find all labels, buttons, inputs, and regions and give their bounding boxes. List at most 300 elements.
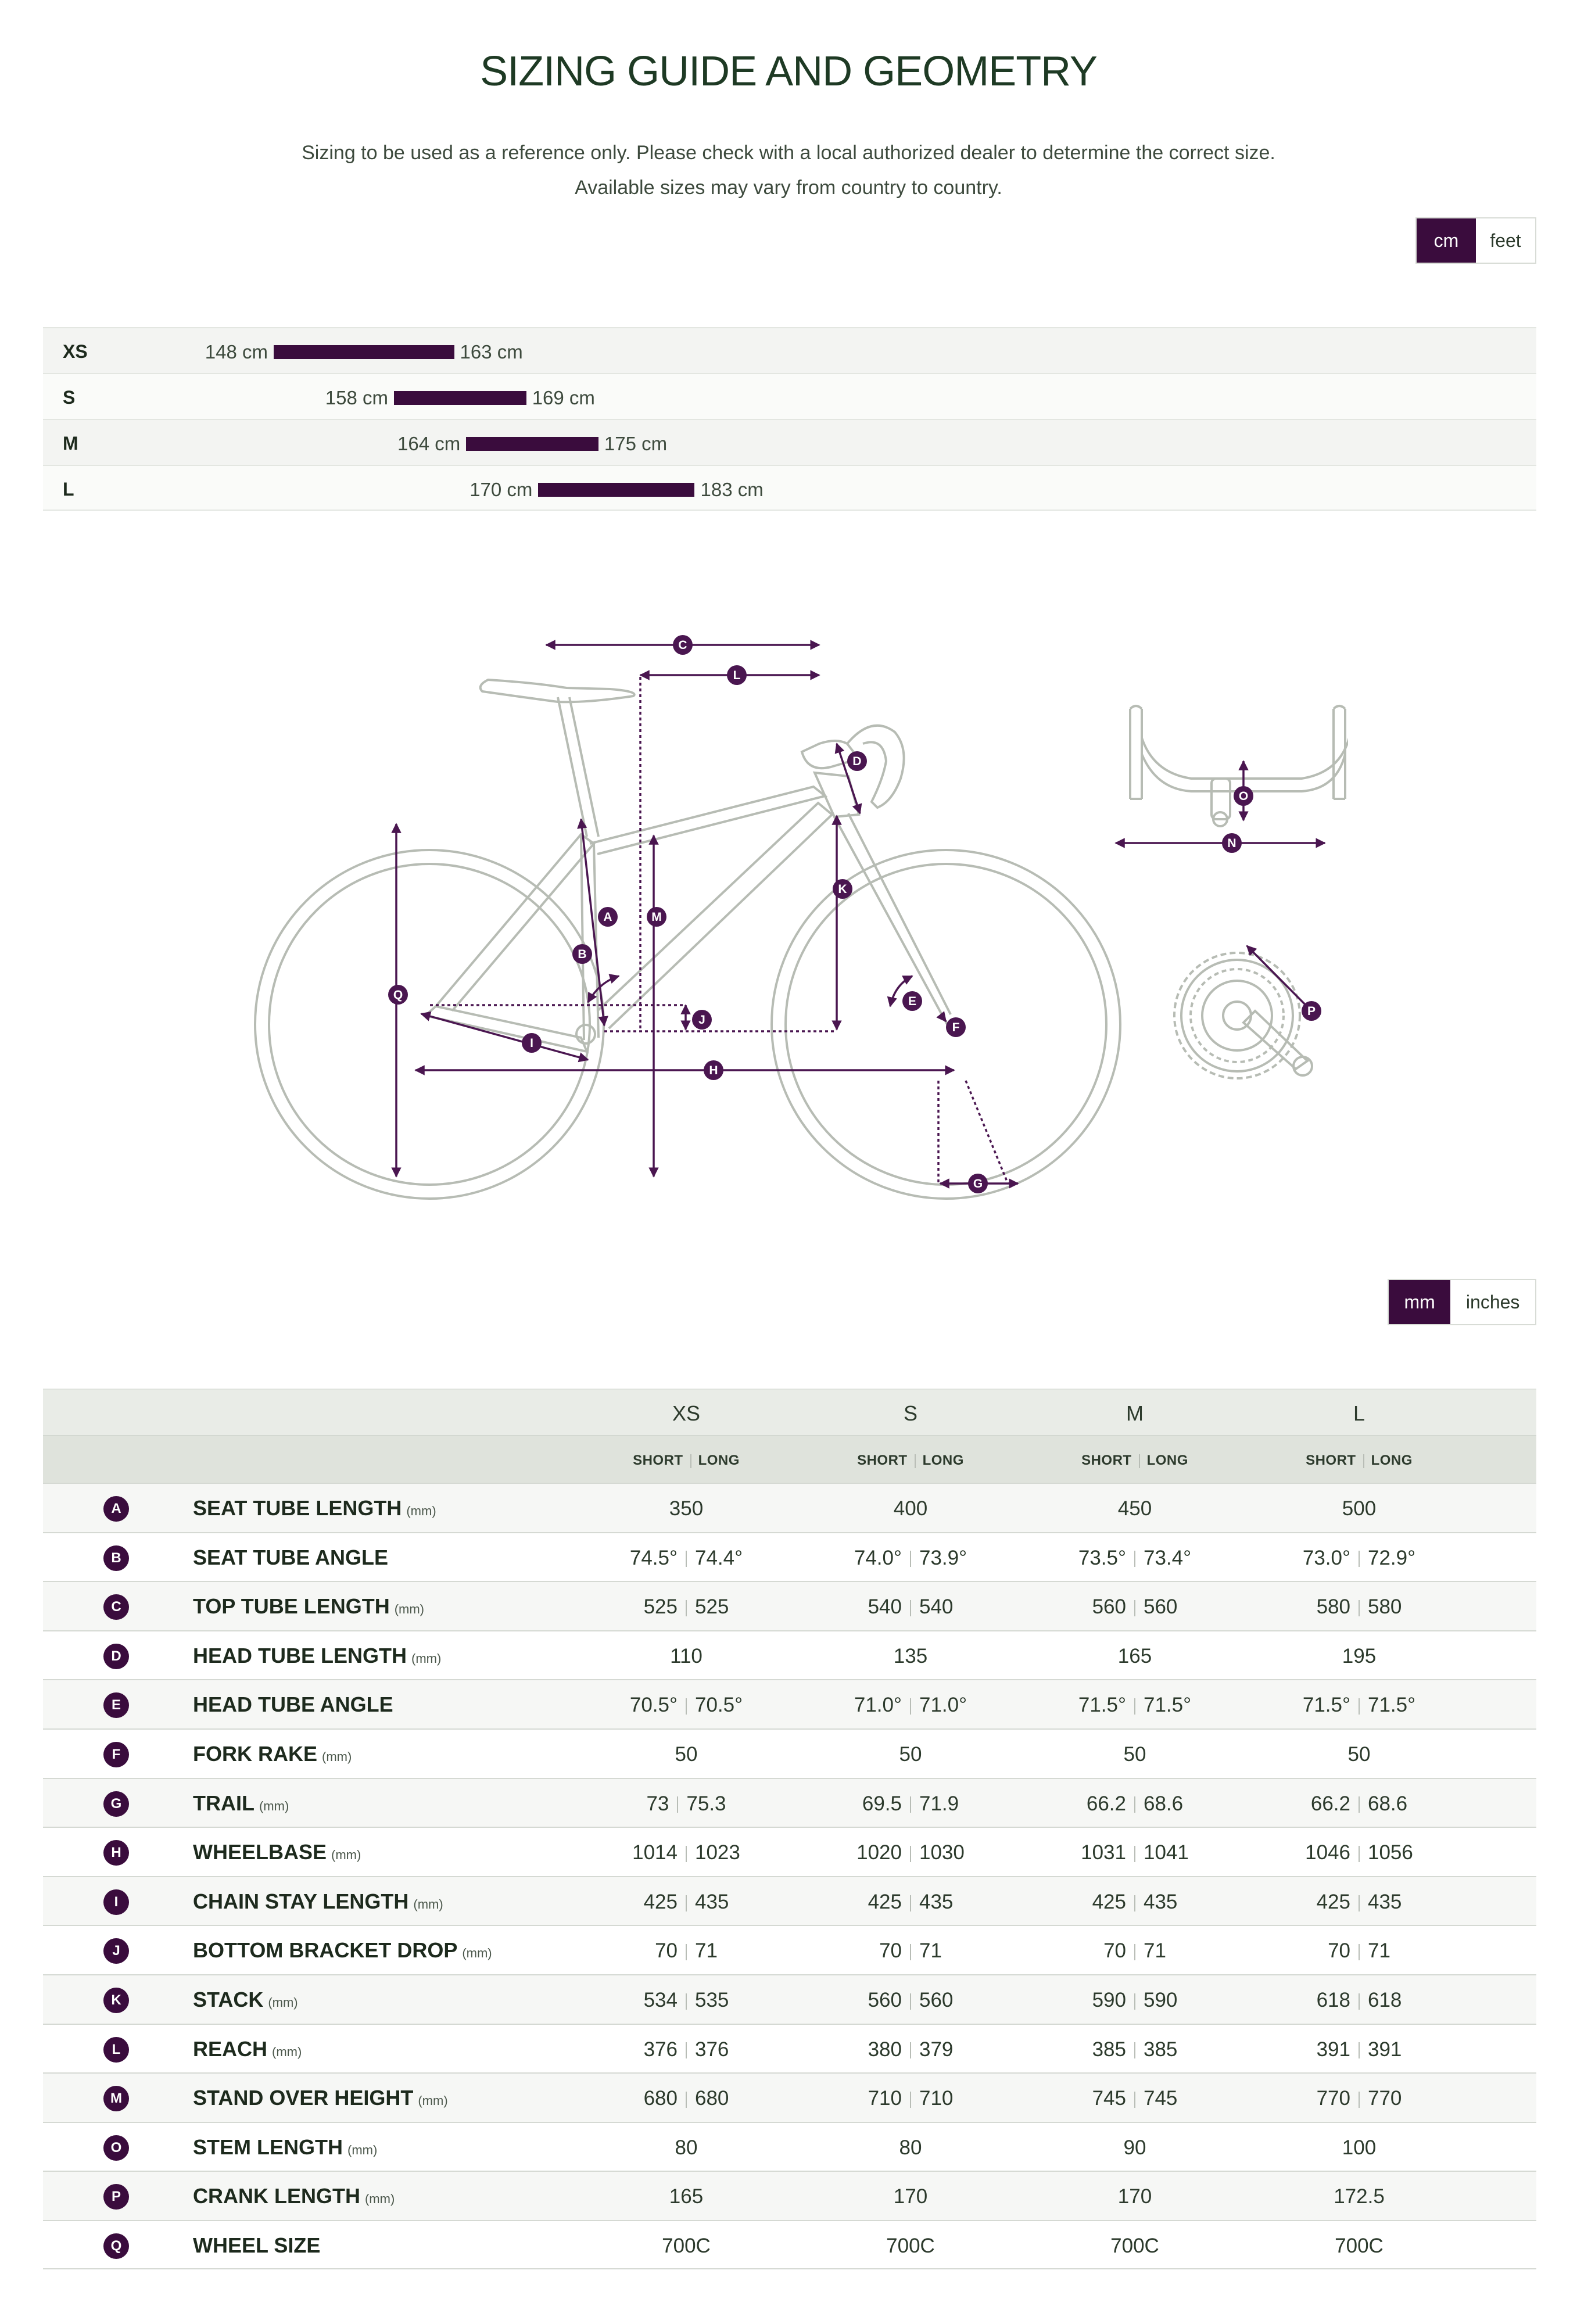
geometry-value-cell bbox=[798, 2038, 1023, 2061]
value-long: 435 bbox=[695, 1890, 729, 1913]
measurement-letter-badge: P bbox=[103, 2184, 129, 2210]
value-short: 71.5° bbox=[1302, 1694, 1350, 1717]
long-label: LONG bbox=[1371, 1452, 1413, 1468]
separator bbox=[910, 1895, 911, 1911]
height-unit-toggle bbox=[1415, 217, 1536, 264]
geometry-value-cell bbox=[798, 2185, 1023, 2208]
diagram-marker-m bbox=[647, 907, 666, 927]
measurement-name bbox=[193, 2086, 448, 2110]
geometry-value-cell bbox=[1247, 1841, 1471, 1864]
separator bbox=[686, 2092, 687, 2108]
value-short: 618 bbox=[1316, 1988, 1350, 2011]
value-short: 74.5° bbox=[629, 1546, 678, 1569]
separator bbox=[910, 1846, 911, 1862]
geometry-row-bottom-bracket-drop bbox=[43, 1925, 1536, 1974]
measurement-unit: (mm) bbox=[331, 1848, 361, 1863]
value-long: 385 bbox=[1144, 2038, 1178, 2061]
value-long: 1023 bbox=[695, 1841, 740, 1864]
value-long: 74.4° bbox=[695, 1546, 743, 1569]
size-row bbox=[43, 419, 1536, 465]
geometry-value-cell bbox=[1247, 1939, 1471, 1963]
geometry-value-cell bbox=[798, 1939, 1023, 1963]
page-subtitle-line1: Sizing to be used as a reference only. Please check with a local authorized dealer to determine the correct size. bbox=[302, 142, 1275, 164]
geometry-value-cell bbox=[1247, 2038, 1471, 2061]
size-label: L bbox=[63, 479, 74, 500]
diagram-marker-label: B bbox=[578, 948, 587, 961]
long-label: LONG bbox=[1146, 1452, 1188, 1468]
separator bbox=[1134, 1551, 1135, 1567]
value-long: 770 bbox=[1368, 2087, 1402, 2110]
diagram-marker-i bbox=[522, 1033, 542, 1053]
size-max-height: 175 cm bbox=[604, 433, 668, 454]
size-label: M bbox=[63, 433, 78, 454]
value-short: 70 bbox=[1103, 1939, 1126, 1963]
value-short: 165 bbox=[669, 2185, 704, 2208]
measurement-name bbox=[193, 1742, 352, 1766]
measurement-letter-badge: L bbox=[103, 2037, 129, 2063]
separator bbox=[1134, 2092, 1135, 2108]
value-short: 580 bbox=[1316, 1595, 1350, 1619]
separator bbox=[910, 1600, 911, 1616]
value-long: 379 bbox=[919, 2038, 954, 2061]
measurement-unit: (mm) bbox=[364, 2192, 395, 2207]
geometry-value-cell bbox=[574, 1497, 798, 1520]
geometry-value-cell bbox=[574, 2038, 798, 2061]
measurement-name bbox=[193, 1496, 436, 1520]
geometry-value-cell bbox=[1247, 1595, 1471, 1619]
value-long: 435 bbox=[919, 1890, 954, 1913]
geometry-table-size-header bbox=[43, 1389, 1536, 1435]
value-long: 435 bbox=[1144, 1890, 1178, 1913]
diagram-marker-j bbox=[692, 1010, 712, 1030]
size-column-header: S bbox=[903, 1401, 917, 1425]
separator bbox=[1359, 1846, 1360, 1862]
value-short: 770 bbox=[1316, 2087, 1350, 2110]
measurement-unit: (mm) bbox=[268, 1995, 298, 2010]
diagram-marker-label: P bbox=[1307, 1005, 1316, 1018]
value-short: 66.2 bbox=[1310, 1792, 1350, 1815]
geometry-row-head-tube-angle bbox=[43, 1679, 1536, 1728]
value-short: 73 bbox=[646, 1792, 669, 1815]
value-short: 90 bbox=[1123, 2136, 1146, 2159]
geometry-value-cell bbox=[1023, 1595, 1247, 1619]
separator bbox=[1359, 1796, 1360, 1813]
separator bbox=[1134, 1698, 1135, 1715]
geometry-value-cell bbox=[1247, 1989, 1471, 2012]
value-short: 71.5° bbox=[1078, 1694, 1126, 1717]
diagram-marker-label: Q bbox=[393, 988, 403, 1002]
geometry-value-cell bbox=[574, 2087, 798, 2110]
geometry-value-cell bbox=[1023, 1743, 1247, 1766]
value-short: 66.2 bbox=[1086, 1792, 1126, 1815]
separator bbox=[1134, 1895, 1135, 1911]
measurement-name bbox=[193, 2135, 377, 2160]
geometry-value-cell bbox=[1247, 1645, 1471, 1668]
value-short: 590 bbox=[1092, 1988, 1126, 2011]
measurement-name bbox=[193, 1545, 388, 1570]
geometry-value-cell bbox=[798, 1989, 1023, 2012]
geometry-value-cell bbox=[798, 1743, 1023, 1766]
short-label: SHORT bbox=[1081, 1452, 1132, 1468]
size-max-height: 183 cm bbox=[700, 479, 764, 500]
geometry-value-cell bbox=[1247, 2235, 1471, 2258]
page-subtitle-line2: Available sizes may vary from country to country. bbox=[575, 177, 1002, 199]
geometry-row-wheel-size bbox=[43, 2220, 1536, 2269]
value-short: 73.0° bbox=[1302, 1546, 1350, 1569]
geometry-value-cell bbox=[1247, 1743, 1471, 1766]
value-short: 425 bbox=[1092, 1890, 1126, 1913]
geometry-row-seat-tube-length bbox=[43, 1483, 1536, 1532]
separator bbox=[1134, 1846, 1135, 1862]
measurement-unit: (mm) bbox=[259, 1798, 289, 1813]
diagram-marker-a bbox=[598, 907, 618, 927]
geometry-table bbox=[43, 1389, 1536, 2269]
short-label: SHORT bbox=[857, 1452, 908, 1468]
measurement-unit: (mm) bbox=[462, 1946, 492, 1961]
measurement-name bbox=[193, 1594, 424, 1619]
separator bbox=[1134, 1993, 1135, 2010]
geometry-value-cell bbox=[1023, 2038, 1247, 2061]
value-long: 560 bbox=[919, 1988, 954, 2011]
measurement-name-text: STEM LENGTH bbox=[193, 2135, 343, 2159]
value-short: 50 bbox=[1123, 1742, 1146, 1766]
geometry-table-short-long-header bbox=[43, 1435, 1536, 1483]
diagram-marker-label: D bbox=[852, 755, 862, 768]
geometry-row-stem-length bbox=[43, 2122, 1536, 2171]
measurement-name-text: HEAD TUBE ANGLE bbox=[193, 1692, 393, 1717]
geometry-value-cell bbox=[1023, 1792, 1247, 1816]
diagram-marker-label: N bbox=[1227, 837, 1236, 850]
separator bbox=[1134, 1944, 1135, 1960]
size-column-header: XS bbox=[672, 1401, 701, 1425]
measurement-letter-badge: K bbox=[103, 1988, 129, 2013]
geometry-value-cell bbox=[1023, 2136, 1247, 2160]
measurement-letter-badge: B bbox=[103, 1545, 129, 1571]
value-short: 70 bbox=[1328, 1939, 1350, 1963]
value-long: 71 bbox=[1368, 1939, 1390, 1963]
measurement-name bbox=[193, 2037, 302, 2061]
mm-toggle-button[interactable]: mm bbox=[1389, 1280, 1450, 1324]
value-long: 1056 bbox=[1368, 1841, 1413, 1864]
diagram-marker-label: A bbox=[603, 910, 612, 924]
diagram-marker-label: H bbox=[709, 1064, 718, 1077]
geometry-row-head-tube-length bbox=[43, 1630, 1536, 1680]
geometry-value-cell bbox=[798, 1841, 1023, 1864]
geometry-value-cell bbox=[798, 2136, 1023, 2160]
measurement-letter-badge: C bbox=[103, 1594, 129, 1620]
value-short: 710 bbox=[868, 2087, 902, 2110]
value-short: 700C bbox=[662, 2234, 711, 2257]
measurement-name bbox=[193, 1889, 443, 1914]
measurement-name-text: TRAIL bbox=[193, 1791, 255, 1815]
separator bbox=[910, 1944, 911, 1960]
geometry-value-cell bbox=[798, 1595, 1023, 1619]
value-long: 68.6 bbox=[1368, 1792, 1408, 1815]
geometry-value-cell bbox=[574, 1595, 798, 1619]
bike-outline bbox=[255, 680, 1120, 1199]
geometry-value-cell bbox=[1023, 1497, 1247, 1520]
feet-toggle-button[interactable]: feet bbox=[1476, 218, 1535, 263]
geometry-value-cell bbox=[1023, 2185, 1247, 2208]
measurement-letter-badge: E bbox=[103, 1692, 129, 1718]
measurement-name-text: CRANK LENGTH bbox=[193, 2184, 360, 2208]
measurement-unit: (mm) bbox=[411, 1651, 442, 1666]
geometry-value-cell bbox=[798, 1497, 1023, 1520]
geometry-value-cell bbox=[1247, 1497, 1471, 1520]
size-label: S bbox=[63, 387, 76, 408]
value-long: 71.0° bbox=[919, 1694, 967, 1717]
value-short: 700C bbox=[1335, 2234, 1384, 2257]
value-long: 68.6 bbox=[1144, 1792, 1184, 1815]
separator bbox=[910, 2092, 911, 2108]
geometry-value-cell bbox=[1023, 2235, 1247, 2258]
measurement-name bbox=[193, 1988, 298, 2012]
measurement-unit: (mm) bbox=[322, 1749, 352, 1764]
geometry-value-cell bbox=[798, 1792, 1023, 1816]
measurement-lines bbox=[396, 645, 1325, 1184]
size-min-height: 148 cm bbox=[205, 341, 268, 363]
value-short: 74.0° bbox=[854, 1546, 902, 1569]
value-short: 1046 bbox=[1305, 1841, 1350, 1864]
value-short: 745 bbox=[1092, 2087, 1126, 2110]
measurement-letter-badge: D bbox=[103, 1644, 129, 1669]
size-max-height: 169 cm bbox=[532, 387, 595, 408]
cm-toggle-button[interactable]: cm bbox=[1417, 218, 1476, 263]
geometry-value-cell bbox=[798, 1891, 1023, 1914]
value-long: 535 bbox=[695, 1988, 729, 2011]
geometry-value-cell bbox=[798, 1645, 1023, 1668]
value-long: 391 bbox=[1368, 2038, 1402, 2061]
separator bbox=[1359, 1993, 1360, 2010]
measurement-unit: (mm) bbox=[272, 2044, 302, 2059]
separator bbox=[1359, 1895, 1360, 1911]
value-short: 170 bbox=[1117, 2185, 1152, 2208]
geometry-row-chain-stay-length bbox=[43, 1876, 1536, 1925]
measurement-letter-badge: Q bbox=[103, 2233, 129, 2259]
size-range-bar bbox=[538, 483, 694, 497]
measurement-name bbox=[193, 2184, 395, 2208]
geometry-row-stack bbox=[43, 1974, 1536, 2024]
geometry-row-seat-tube-angle bbox=[43, 1532, 1536, 1581]
size-column-header: L bbox=[1353, 1401, 1365, 1425]
geometry-value-cell bbox=[1247, 1891, 1471, 1914]
geometry-value-cell bbox=[1023, 1989, 1247, 2012]
separator bbox=[1359, 2092, 1360, 2108]
geometry-row-trail bbox=[43, 1778, 1536, 1827]
short-label: SHORT bbox=[1306, 1452, 1356, 1468]
measurement-letter-badge: A bbox=[103, 1496, 129, 1522]
measurement-name-text: SEAT TUBE LENGTH bbox=[193, 1496, 402, 1520]
value-short: 700C bbox=[1110, 2234, 1159, 2257]
measurement-name bbox=[193, 2233, 320, 2258]
geometry-row-fork-rake bbox=[43, 1728, 1536, 1778]
geometry-value-cell bbox=[798, 1547, 1023, 1570]
separator bbox=[686, 2042, 687, 2058]
value-long: 435 bbox=[1368, 1890, 1402, 1913]
handlebar-detail bbox=[1130, 706, 1348, 826]
long-label: LONG bbox=[922, 1452, 964, 1468]
separator bbox=[686, 1551, 687, 1567]
geometry-value-cell bbox=[1247, 2185, 1471, 2208]
measurement-name bbox=[193, 1840, 361, 1864]
size-min-height: 164 cm bbox=[397, 433, 461, 454]
size-label: XS bbox=[63, 341, 88, 362]
separator bbox=[910, 1796, 911, 1813]
diagram-marker-label: F bbox=[952, 1021, 960, 1034]
size-min-height: 158 cm bbox=[325, 387, 388, 408]
geometry-value-cell bbox=[574, 2235, 798, 2258]
measurement-unit: (mm) bbox=[418, 2093, 448, 2108]
separator bbox=[910, 1993, 911, 2010]
geometry-value-cell bbox=[574, 1743, 798, 1766]
value-short: 560 bbox=[1092, 1595, 1126, 1619]
diagram-marker-label: C bbox=[678, 639, 687, 652]
long-label: LONG bbox=[698, 1452, 740, 1468]
diagram-marker-label: G bbox=[973, 1177, 983, 1190]
value-long: 71 bbox=[1144, 1939, 1166, 1963]
diagram-marker-g bbox=[968, 1174, 988, 1193]
value-short: 391 bbox=[1316, 2038, 1350, 2061]
value-short: 1020 bbox=[856, 1841, 902, 1864]
diagram-marker-label: I bbox=[530, 1037, 533, 1050]
diagram-marker-label: L bbox=[733, 669, 741, 682]
value-short: 195 bbox=[1342, 1644, 1377, 1667]
measurement-name-text: STACK bbox=[193, 1987, 264, 2011]
geometry-value-cell bbox=[574, 1547, 798, 1570]
separator bbox=[1359, 1698, 1360, 1715]
value-short: 700C bbox=[886, 2234, 935, 2257]
value-long: 75.3 bbox=[686, 1792, 726, 1815]
value-short: 50 bbox=[1347, 1742, 1371, 1766]
diagram-letter-markers bbox=[388, 635, 1321, 1193]
value-short: 450 bbox=[1117, 1497, 1152, 1520]
diagram-marker-c bbox=[673, 635, 693, 655]
value-short: 1014 bbox=[632, 1841, 678, 1864]
geometry-value-cell bbox=[1247, 2087, 1471, 2110]
geometry-value-cell bbox=[1023, 2087, 1247, 2110]
measurement-letter-badge: O bbox=[103, 2135, 129, 2161]
value-long: 70.5° bbox=[695, 1694, 743, 1717]
value-long: 1030 bbox=[919, 1841, 965, 1864]
value-short: 350 bbox=[669, 1497, 704, 1520]
value-short: 135 bbox=[893, 1644, 928, 1667]
crankset-detail bbox=[1174, 953, 1312, 1078]
geometry-value-cell bbox=[574, 2185, 798, 2208]
value-short: 165 bbox=[1117, 1644, 1152, 1667]
measurement-unit: (mm) bbox=[413, 1896, 443, 1911]
separator bbox=[686, 1895, 687, 1911]
measurement-unit: (mm) bbox=[347, 2142, 378, 2157]
value-short: 70.5° bbox=[629, 1694, 678, 1717]
value-long: 71 bbox=[695, 1939, 718, 1963]
geometry-row-crank-length bbox=[43, 2171, 1536, 2220]
size-range-bar bbox=[466, 437, 598, 451]
separator bbox=[1134, 1600, 1135, 1616]
separator bbox=[1359, 1944, 1360, 1960]
measurement-letter-badge: H bbox=[103, 1840, 129, 1866]
value-long: 745 bbox=[1144, 2087, 1178, 2110]
diagram-marker-label: M bbox=[651, 910, 662, 924]
diagram-marker-label: K bbox=[838, 883, 847, 896]
diagram-marker-h bbox=[704, 1060, 723, 1080]
value-short: 380 bbox=[868, 2038, 902, 2061]
value-short: 1031 bbox=[1081, 1841, 1126, 1864]
measurement-name-text: WHEEL SIZE bbox=[193, 2233, 321, 2257]
geometry-value-cell bbox=[574, 1989, 798, 2012]
measurement-name bbox=[193, 1791, 289, 1816]
measurement-letter-badge: I bbox=[103, 1889, 129, 1915]
separator bbox=[677, 1796, 678, 1813]
diagram-marker-d bbox=[847, 751, 867, 771]
size-row bbox=[43, 373, 1536, 419]
diagram-marker-e bbox=[902, 991, 922, 1011]
separator bbox=[1359, 2042, 1360, 2058]
diagram-marker-k bbox=[833, 879, 852, 899]
geometry-table-body bbox=[43, 1483, 1536, 2269]
separator bbox=[686, 1846, 687, 1862]
value-long: 73.9° bbox=[919, 1546, 967, 1569]
separator bbox=[1139, 1454, 1140, 1468]
geometry-row-wheelbase bbox=[43, 1827, 1536, 1876]
value-short: 680 bbox=[643, 2087, 678, 2110]
measurement-letter-badge: M bbox=[103, 2086, 129, 2111]
value-short: 70 bbox=[879, 1939, 902, 1963]
measurement-name bbox=[193, 1938, 492, 1963]
short-long-header bbox=[1247, 1452, 1471, 1469]
value-long: 710 bbox=[919, 2087, 954, 2110]
geometry-value-cell bbox=[574, 1891, 798, 1914]
geometry-value-cell bbox=[1023, 1939, 1247, 1963]
geometry-value-cell bbox=[1023, 1891, 1247, 1914]
separator bbox=[1134, 2042, 1135, 2058]
diagram-marker-n bbox=[1222, 833, 1242, 853]
value-short: 100 bbox=[1342, 2136, 1377, 2159]
geometry-value-cell bbox=[1023, 1645, 1247, 1668]
geometry-value-cell bbox=[1247, 2136, 1471, 2160]
short-label: SHORT bbox=[633, 1452, 683, 1468]
value-short: 525 bbox=[643, 1595, 678, 1619]
measurement-letter-badge: G bbox=[103, 1791, 129, 1817]
value-short: 425 bbox=[643, 1890, 678, 1913]
geometry-value-cell bbox=[574, 1841, 798, 1864]
geometry-value-cell bbox=[574, 1939, 798, 1963]
inches-toggle-button[interactable]: inches bbox=[1450, 1280, 1535, 1324]
diagram-marker-label: O bbox=[1238, 790, 1249, 803]
value-long: 525 bbox=[695, 1595, 729, 1619]
geometry-value-cell bbox=[1023, 1547, 1247, 1570]
value-short: 70 bbox=[655, 1939, 678, 1963]
geometry-value-cell bbox=[798, 2087, 1023, 2110]
value-long: 71 bbox=[919, 1939, 942, 1963]
size-row bbox=[43, 327, 1536, 373]
geometry-value-cell bbox=[574, 1792, 798, 1816]
separator bbox=[910, 1698, 911, 1715]
geometry-value-cell bbox=[574, 2136, 798, 2160]
value-short: 170 bbox=[893, 2185, 928, 2208]
value-short: 73.5° bbox=[1078, 1546, 1126, 1569]
value-short: 385 bbox=[1092, 2038, 1126, 2061]
value-short: 50 bbox=[899, 1742, 922, 1766]
separator bbox=[915, 1454, 916, 1468]
separator bbox=[1359, 1551, 1360, 1567]
diagram-marker-p bbox=[1302, 1001, 1321, 1021]
value-long: 580 bbox=[1368, 1595, 1402, 1619]
value-short: 425 bbox=[868, 1890, 902, 1913]
value-long: 560 bbox=[1144, 1595, 1178, 1619]
diagram-marker-o bbox=[1234, 786, 1253, 806]
measurement-letter-badge: F bbox=[103, 1742, 129, 1767]
value-long: 73.4° bbox=[1144, 1546, 1192, 1569]
